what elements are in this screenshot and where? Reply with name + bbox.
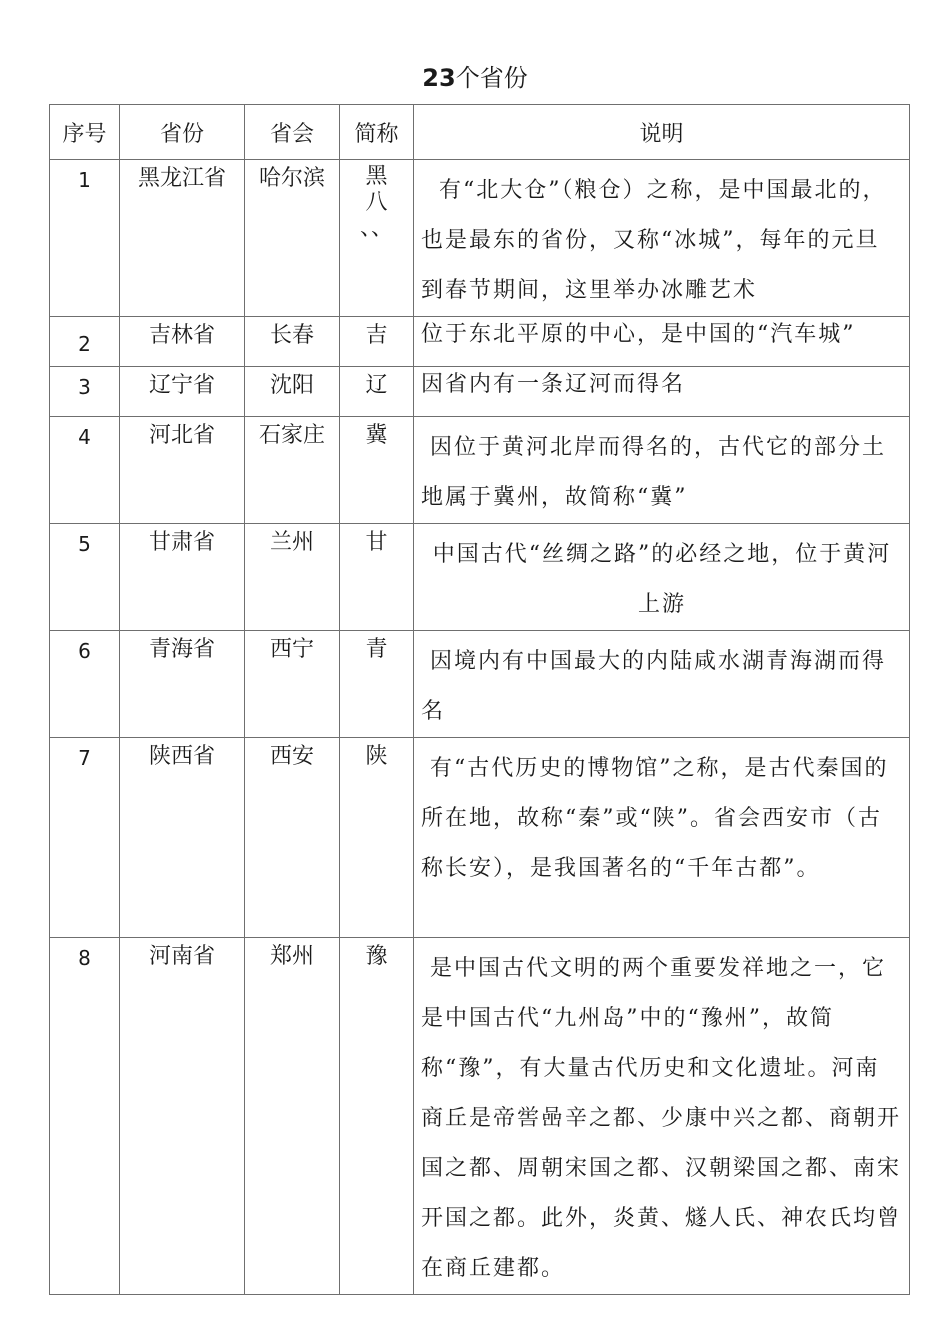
- table-row: [50, 524, 910, 631]
- row-description: 有“古代历史的博物馆”之称，是古代秦国的所在地，故称“秦”或“陕”。省会西安市（古称长安），是我国著名的“千年古都”。: [414, 738, 910, 938]
- row-index: 4: [50, 417, 120, 524]
- header-province: 省份: [120, 105, 245, 160]
- row-capital: 长春: [245, 317, 340, 367]
- row-abbr: 陕: [340, 738, 414, 938]
- table-row: [50, 317, 910, 367]
- row-province: 河北省: [120, 417, 245, 524]
- row-capital: 郑州: [245, 938, 340, 1295]
- row-province: 黑龙江省: [120, 160, 245, 317]
- title-number: 23: [422, 64, 456, 92]
- row-abbr: 辽: [340, 367, 414, 417]
- header-index: 序号: [50, 105, 120, 160]
- table-row: [50, 160, 910, 317]
- header-description: 说明: [414, 105, 910, 160]
- row-province: 辽宁省: [120, 367, 245, 417]
- row-capital: 沈阳: [245, 367, 340, 417]
- row-index: 1: [50, 160, 120, 317]
- row-abbr: 青: [340, 631, 414, 738]
- row-description: 因位于黄河北岸而得名的，古代它的部分土地属于冀州，故简称“冀”: [414, 417, 910, 524]
- row-index: 3: [50, 367, 120, 417]
- page-title: [0, 58, 950, 93]
- row-capital: 兰州: [245, 524, 340, 631]
- table-row: [50, 367, 910, 417]
- row-province: 河南省: [120, 938, 245, 1295]
- row-province: 陕西省: [120, 738, 245, 938]
- row-capital: 石家庄: [245, 417, 340, 524]
- row-description: 有“北大仓”（粮仓）之称，是中国最北的，也是最东的省份，又称“冰城”，每年的元旦到春节期间，这里举办冰雕艺术: [414, 160, 910, 317]
- table-header-row: [50, 105, 910, 160]
- row-capital: 西宁: [245, 631, 340, 738]
- row-capital: 西安: [245, 738, 340, 938]
- row-description: 因境内有中国最大的内陆咸水湖青海湖而得名: [414, 631, 910, 738]
- row-index: 5: [50, 524, 120, 631]
- row-index: 2: [50, 317, 120, 367]
- table-row: [50, 738, 910, 938]
- row-province: 吉林省: [120, 317, 245, 367]
- header-capital: 省会: [245, 105, 340, 160]
- row-abbr: 冀: [340, 417, 414, 524]
- table-row: [50, 938, 910, 1295]
- row-capital: 哈尔滨: [245, 160, 340, 317]
- title-text: 个省份: [455, 64, 528, 92]
- row-description: 中国古代“丝绸之路”的必经之地，位于黄河上游: [414, 524, 910, 631]
- header-abbr: 简称: [340, 105, 414, 160]
- row-abbr: 黑 八 、、: [340, 160, 414, 317]
- row-abbr: 豫: [340, 938, 414, 1295]
- province-table: [49, 104, 910, 1295]
- table-row: [50, 631, 910, 738]
- row-index: 8: [50, 938, 120, 1295]
- row-index: 6: [50, 631, 120, 738]
- row-description: 因省内有一条辽河而得名: [414, 367, 910, 417]
- table-row: [50, 417, 910, 524]
- row-province: 青海省: [120, 631, 245, 738]
- row-index: 7: [50, 738, 120, 938]
- row-abbr: 吉: [340, 317, 414, 367]
- row-description: 是中国古代文明的两个重要发祥地之一，它是中国古代“九州岛”中的“豫州”，故简称“豫”，有大量古代历史和文化遗址。河南商丘是帝喾喦辛之都、少康中兴之都、商朝开国之都、周朝宋国之都、汉朝梁国之都、南宋开国之都。此外，炎黄、燧人氏、神农氏均曾在商丘建都。: [414, 938, 910, 1295]
- row-province: 甘肃省: [120, 524, 245, 631]
- row-abbr: 甘: [340, 524, 414, 631]
- row-description: 位于东北平原的中心，是中国的“汽车城”: [414, 317, 910, 367]
